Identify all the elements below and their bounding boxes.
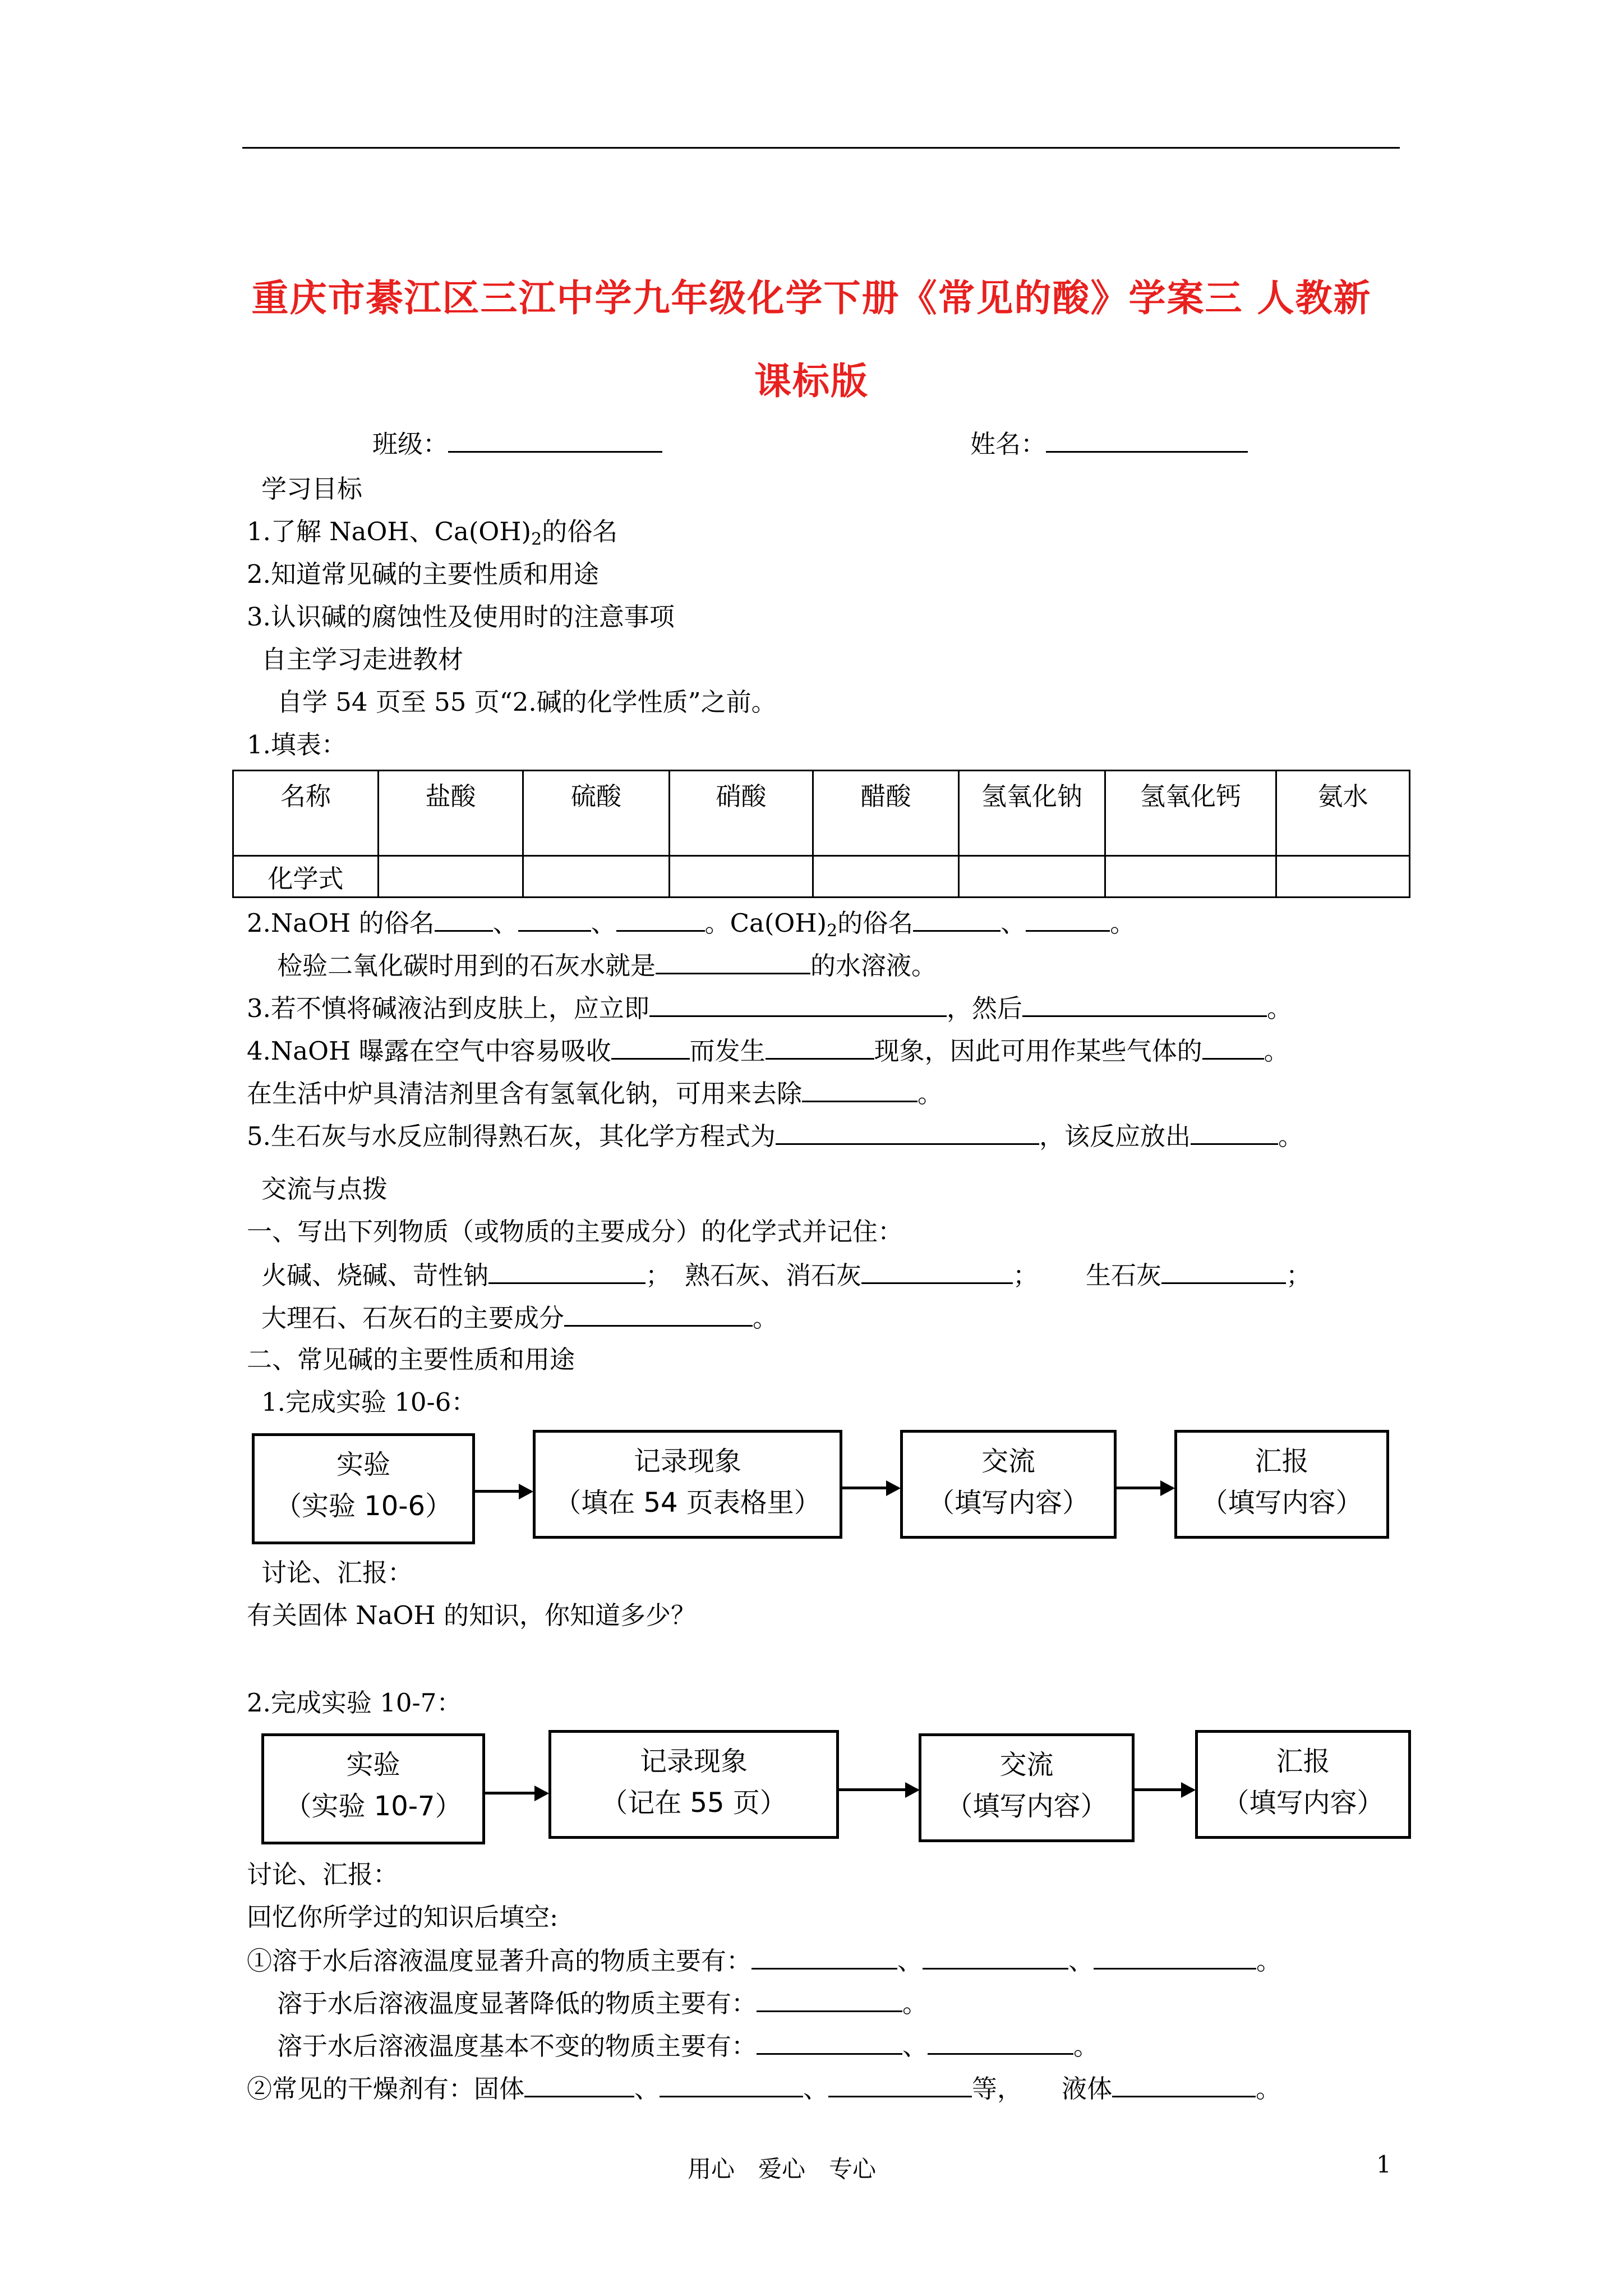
footer-motto: 用心 爱心 专心	[688, 2155, 877, 2183]
q4-text: 4.NaOH 曝露在空气中容易吸收	[247, 1036, 611, 1066]
class-blank[interactable]	[448, 426, 662, 453]
separator: 、	[1000, 908, 1026, 938]
fill-blank[interactable]	[616, 905, 705, 932]
formula-input-cell[interactable]	[1276, 856, 1410, 898]
q2-text: 的水溶液。	[810, 951, 937, 981]
fill-blank[interactable]	[660, 2071, 803, 2097]
box-subtitle: （填写内容）	[927, 1487, 1089, 1519]
recall-text: 溶于水后溶液温度显著降低的物质主要有：	[277, 1989, 757, 2018]
fill-blank[interactable]	[1191, 1119, 1278, 1145]
table-cell: 名称	[233, 771, 379, 856]
p1-text: 大理石、石灰石的主要成分	[261, 1303, 565, 1333]
question-5	[247, 1119, 1303, 1153]
goal-1-text-end: 的俗名	[542, 517, 618, 546]
goal-1-subscript: 2	[531, 530, 542, 549]
fill-blank[interactable]	[1112, 2071, 1256, 2097]
fill-blank[interactable]	[928, 2028, 1073, 2055]
box-title: 交流	[981, 1446, 1035, 1477]
flow2-exchange-box	[919, 1733, 1135, 1842]
separator: 、	[897, 1946, 923, 1976]
name-label: 姓名：	[970, 429, 1046, 459]
punctuation: 。	[1256, 1946, 1282, 1976]
formula-input-cell[interactable]	[813, 856, 959, 898]
separator: 、	[902, 2031, 928, 2061]
recall-item-3	[277, 2028, 1099, 2063]
recall-text: ②常见的干燥剂有：固体	[247, 2074, 525, 2104]
box-subtitle: （实验 10-6）	[274, 1490, 453, 1522]
punctuation: 。	[1264, 1036, 1289, 1066]
fill-blank[interactable]	[518, 905, 591, 932]
flow-arrow-icon	[1135, 1788, 1193, 1791]
goal-item-3: 3.认识碱的腐蚀性及使用时的注意事项	[247, 602, 675, 632]
p1-text: 火碱、烧碱、苛性钠	[261, 1260, 489, 1290]
recall-text: 液体	[1062, 2074, 1113, 2104]
experiment-2-label: 2.完成实验 10-7：	[247, 1688, 462, 1718]
table-cell: 醋酸	[813, 771, 959, 856]
goal-1-text: 1.了解 NaOH、Ca(OH)	[247, 517, 532, 546]
flow-arrow-icon	[842, 1487, 898, 1489]
discussion-1-question: 有关固体 NaOH 的知识，你知道多少？	[247, 1600, 696, 1630]
p1-text: 熟石灰、消石灰	[685, 1260, 862, 1290]
flow1-experiment-box	[252, 1433, 475, 1544]
box-title: 记录现象	[639, 1746, 748, 1777]
punctuation: 。	[1110, 908, 1136, 938]
fill-blank[interactable]	[757, 1986, 902, 2012]
flow1-report-box	[1174, 1430, 1389, 1539]
table-cell: 氢氧化钠	[959, 771, 1105, 856]
flow1-exchange-box	[900, 1430, 1117, 1539]
punctuation: ；	[645, 1260, 671, 1290]
part-1-line-2	[261, 1300, 778, 1335]
table-formula-row	[233, 856, 1410, 898]
fill-blank[interactable]	[488, 1258, 645, 1284]
formula-table	[232, 770, 1410, 898]
flow2-experiment-box	[261, 1733, 485, 1844]
box-subtitle: （填写内容）	[946, 1791, 1108, 1822]
box-subtitle: （实验 10-7）	[284, 1791, 462, 1822]
recall-item-2	[277, 1986, 928, 2021]
box-subtitle: （填写内容）	[1201, 1487, 1363, 1519]
exchange-heading: 交流与点拨	[261, 1174, 388, 1204]
table-cell: 盐酸	[379, 771, 523, 856]
recall-item-1	[247, 1943, 1281, 1978]
class-label: 班级：	[372, 429, 449, 459]
fill-blank[interactable]	[776, 1119, 1039, 1145]
q3-text: ，然后	[946, 993, 1022, 1023]
table-cell: 硝酸	[670, 771, 813, 856]
self-study-heading: 自主学习走进教材	[261, 645, 464, 674]
punctuation: 。	[917, 1079, 943, 1108]
punctuation: 。	[1073, 2031, 1099, 2061]
formula-input-cell[interactable]	[379, 856, 523, 898]
class-field	[372, 426, 662, 461]
formula-input-cell[interactable]	[670, 856, 813, 898]
header-rule	[242, 147, 1400, 149]
fill-blank[interactable]	[913, 905, 1000, 932]
fill-blank[interactable]	[923, 1943, 1068, 1970]
separator: 、	[803, 2074, 829, 2104]
box-title: 实验	[336, 1449, 390, 1480]
p1-text: 生石灰	[1086, 1260, 1162, 1290]
box-title: 汇报	[1255, 1446, 1309, 1477]
fill-blank[interactable]	[861, 1258, 1013, 1284]
q2-text: 的俗名	[837, 908, 914, 938]
recall-item-4	[247, 2071, 1281, 2106]
separator: 、	[591, 908, 616, 938]
q4-text: 在生活中炉具清洁剂里含有氢氧化钠，可用来去除	[247, 1079, 803, 1108]
question-4	[247, 1033, 1289, 1068]
fill-blank[interactable]	[802, 1076, 917, 1102]
goals-heading: 学习目标	[261, 474, 363, 504]
box-subtitle: （记在 55 页）	[601, 1787, 787, 1819]
punctuation: 。	[1278, 1121, 1303, 1151]
question-4-line-2	[247, 1076, 943, 1111]
fill-blank[interactable]	[435, 905, 493, 932]
q2-text: 。Ca(OH)	[704, 908, 827, 938]
punctuation: ；	[1286, 1260, 1312, 1290]
question-2-line-2	[277, 948, 937, 983]
table-cell: 氢氧化钙	[1105, 771, 1276, 856]
name-blank[interactable]	[1046, 426, 1248, 453]
recall-label: 回忆你所学过的知识后填空:	[247, 1902, 559, 1932]
question-3	[247, 991, 1292, 1025]
part-1-line-1	[261, 1258, 1311, 1292]
q2-text: 2.NaOH 的俗名	[247, 908, 435, 938]
fill-blank[interactable]	[1022, 991, 1267, 1017]
flow1-record-box	[533, 1430, 842, 1539]
flow-arrow-icon	[475, 1490, 531, 1493]
separator: 、	[1068, 1946, 1094, 1976]
box-title: 实验	[346, 1749, 400, 1780]
part-2-heading: 二、常见碱的主要性质和用途	[247, 1345, 575, 1374]
question-1-label: 1.填表：	[247, 730, 347, 760]
punctuation: ；	[1013, 1260, 1039, 1290]
table-cell: 硫酸	[523, 771, 670, 856]
flow-arrow-icon	[1117, 1487, 1173, 1489]
fill-blank[interactable]	[828, 2071, 972, 2097]
fill-blank[interactable]	[611, 1033, 690, 1060]
box-title: 记录现象	[633, 1446, 741, 1477]
goal-item-2: 2.知道常见碱的主要性质和用途	[247, 559, 599, 589]
box-title: 交流	[999, 1749, 1054, 1780]
self-study-intro: 自学 54 页至 55 页“2.碱的化学性质”之前。	[277, 687, 777, 717]
fill-blank[interactable]	[766, 1033, 874, 1060]
fill-blank[interactable]	[757, 2028, 902, 2055]
subscript: 2	[827, 921, 838, 941]
q3-text: 3.若不慎将碱液沾到皮肤上，应立即	[247, 993, 649, 1023]
fill-blank[interactable]	[564, 1300, 753, 1327]
separator: 、	[634, 2074, 660, 2104]
question-2	[247, 905, 1135, 948]
formula-input-cell[interactable]	[523, 856, 670, 898]
part-1-heading: 一、写出下列物质（或物质的主要成分）的化学式并记住：	[247, 1217, 903, 1246]
q5-text: ，该反应放出	[1039, 1121, 1191, 1151]
recall-text: ①溶于水后溶液温度显著升高的物质主要有：	[247, 1946, 752, 1976]
table-header-row	[233, 771, 1410, 856]
punctuation: 。	[1266, 993, 1292, 1023]
formula-input-cell[interactable]	[959, 856, 1105, 898]
experiment-1-label: 1.完成实验 10-6：	[261, 1387, 477, 1417]
box-subtitle: （填写内容）	[1222, 1787, 1384, 1819]
box-subtitle: （填在 54 页表格里）	[554, 1487, 821, 1519]
formula-input-cell[interactable]	[1105, 856, 1276, 898]
flow2-report-box	[1195, 1730, 1411, 1839]
q4-text: 而发生	[689, 1036, 766, 1066]
separator: 、	[492, 908, 518, 938]
fill-blank[interactable]	[1026, 905, 1110, 932]
name-field	[970, 426, 1248, 461]
fill-blank[interactable]	[1094, 1943, 1256, 1970]
table-cell: 氨水	[1276, 771, 1410, 856]
fill-blank[interactable]	[656, 948, 810, 974]
document-title-line1: 重庆市綦江区三江中学九年级化学下册《常见的酸》学案三 人教新	[251, 276, 1372, 320]
fill-blank[interactable]	[649, 991, 947, 1017]
recall-text: 等，	[972, 2074, 1023, 2104]
fill-blank[interactable]	[524, 2071, 634, 2097]
flow2-record-box	[548, 1730, 839, 1839]
fill-blank[interactable]	[1161, 1258, 1286, 1284]
q5-text: 5.生石灰与水反应制得熟石灰，其化学方程式为	[247, 1121, 776, 1151]
document-title-line2: 课标版	[754, 359, 869, 403]
punctuation: 。	[902, 1989, 928, 2018]
recall-text: 溶于水后溶液温度基本不变的物质主要有：	[277, 2031, 757, 2061]
fill-blank[interactable]	[1202, 1033, 1264, 1060]
flow-arrow-icon	[839, 1788, 917, 1791]
fill-blank[interactable]	[751, 1943, 897, 1970]
table-row-label: 化学式	[233, 856, 379, 898]
q4-text: 现象，因此可用作某些气体的	[874, 1036, 1202, 1066]
punctuation: 。	[1256, 2074, 1281, 2104]
goal-item-1	[247, 515, 617, 556]
punctuation: 。	[753, 1303, 778, 1333]
flow-arrow-icon	[485, 1792, 547, 1795]
page-number: 1	[1376, 2151, 1391, 2178]
discussion-2-label: 讨论、汇报：	[247, 1860, 399, 1889]
box-title: 汇报	[1276, 1746, 1330, 1777]
discussion-1-label: 讨论、汇报：	[261, 1558, 413, 1588]
q2-text: 检验二氧化碳时用到的石灰水就是	[277, 951, 656, 981]
